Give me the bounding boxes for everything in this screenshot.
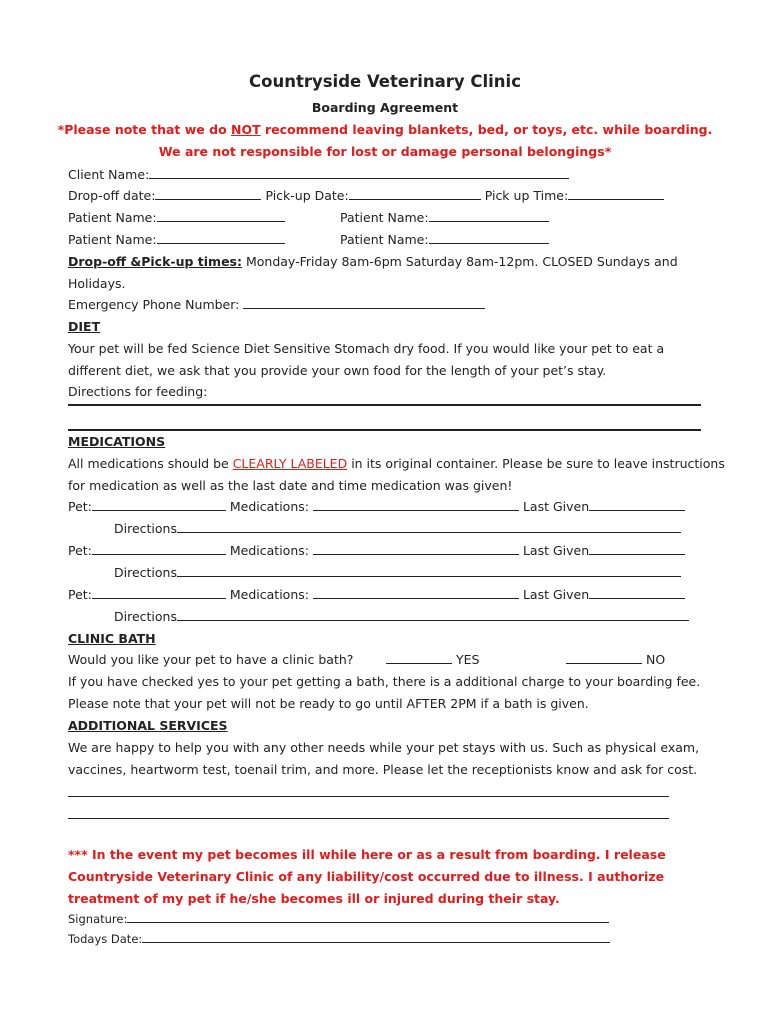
- patient-name-col2-1: [340, 209, 549, 227]
- bath-question: Would you like your pet to have a clinic bath?: [68, 652, 354, 667]
- client-name-row: [68, 166, 569, 184]
- med-name-field-3[interactable]: [313, 586, 519, 599]
- patient-name-label: Patient Name:: [68, 210, 157, 225]
- med-pet-row-1: [68, 498, 685, 516]
- notice-line-2: We are not responsible for lost or damage personal belongings*: [158, 144, 612, 159]
- last-given-label: Last Given: [522, 543, 590, 558]
- directions-label: Directions: [114, 521, 177, 536]
- pet-label: Pet:: [68, 499, 92, 514]
- med-pet-row-3: [68, 586, 685, 604]
- patient-name-col2-2: [340, 231, 549, 249]
- yes-label: YES: [455, 652, 480, 667]
- directions-label: Directions: [114, 609, 177, 624]
- medications-label: Medications:: [229, 499, 309, 514]
- med-last-given-field-1[interactable]: [589, 498, 685, 511]
- client-name-field[interactable]: [149, 166, 569, 179]
- form-title: Countryside Veterinary Clinic: [249, 72, 521, 91]
- med-directions-row-3: [114, 608, 689, 626]
- med-directions-row-1: [114, 520, 681, 538]
- additional-text-2: vaccines, heartworm test, toenail trim, and more. Please let the receptionists know and ask for cost.: [68, 762, 698, 777]
- dates-row: [68, 187, 664, 205]
- med-pet-row-2: [68, 542, 685, 560]
- med-pet-field-2[interactable]: [92, 542, 226, 555]
- signature-field[interactable]: [127, 910, 609, 923]
- additional-services-heading: ADDITIONAL SERVICES: [68, 718, 228, 733]
- pickup-time-label: Pick up Time:: [484, 188, 569, 203]
- dropoff-date-field[interactable]: [155, 187, 261, 200]
- pickup-date-field[interactable]: [349, 187, 481, 200]
- med-pet-field-3[interactable]: [92, 586, 226, 599]
- patient-name-field-1[interactable]: [157, 209, 285, 222]
- med-directions-field-1[interactable]: [177, 520, 681, 533]
- diet-heading: DIET: [68, 319, 101, 334]
- clinic-bath-heading: CLINIC BATH: [68, 631, 156, 646]
- emergency-label: Emergency Phone Number:: [68, 297, 240, 312]
- bath-yes-field[interactable]: [386, 651, 452, 664]
- date-row: [68, 930, 610, 948]
- med-name-field-1[interactable]: [313, 498, 519, 511]
- medications-heading: MEDICATIONS: [68, 434, 166, 449]
- signature-label: Signature:: [68, 912, 128, 926]
- hours-label: Drop-off &Pick-up times:: [68, 254, 242, 269]
- patient-name-row-2: [68, 231, 285, 249]
- patient-name-label: Patient Name:: [68, 232, 157, 247]
- feeding-directions-field-2[interactable]: [68, 429, 701, 431]
- feeding-directions-field-1[interactable]: [68, 404, 701, 406]
- medications-label: Medications:: [229, 543, 309, 558]
- release-statement: *** In the event my pet becomes ill while here or as a result from boarding. I release Countryside Veterinary Clinic of any liability/cost occurred due to illness. I authorize treatment of my pet if he/she becomes ill or injured during their stay.: [68, 847, 666, 906]
- patient-name-label: Patient Name:: [340, 232, 429, 247]
- signature-row: [68, 910, 609, 928]
- date-label: Todays Date:: [68, 932, 143, 946]
- dropoff-date-label: Drop-off date:: [68, 188, 156, 203]
- last-given-label: Last Given: [522, 587, 590, 602]
- med-last-given-field-2[interactable]: [589, 542, 685, 555]
- clearly-labeled-text: CLEARLY LABELED: [232, 456, 348, 471]
- bath-no-option: [566, 651, 665, 669]
- med-last-given-field-3[interactable]: [589, 586, 685, 599]
- bath-yes-option: [386, 651, 479, 669]
- feeding-directions-label: Directions for feeding:: [68, 384, 208, 399]
- notice-line-1: *Please note that we do NOT recommend leaving blankets, bed, or toys, etc. while boarding.: [57, 122, 713, 137]
- emergency-row: [68, 296, 485, 314]
- emergency-phone-field[interactable]: [243, 296, 485, 309]
- med-directions-row-2: [114, 564, 681, 582]
- bath-text-1: If you have checked yes to your pet getting a bath, there is a additional charge to your boarding fee.: [68, 674, 701, 689]
- medications-text-1: All medications should be CLEARLY LABELED in its original container. Please be sure to leave instructions: [68, 456, 725, 471]
- additional-notes-field-2[interactable]: [68, 818, 669, 819]
- medications-label: Medications:: [229, 587, 309, 602]
- additional-text-1: We are happy to help you with any other needs while your pet stays with us. Such as physical exam,: [68, 740, 700, 755]
- med-name-field-2[interactable]: [313, 542, 519, 555]
- pet-label: Pet:: [68, 587, 92, 602]
- med-directions-field-2[interactable]: [177, 564, 681, 577]
- hours-text: Monday-Friday 8am-6pm Saturday 8am-12pm. CLOSED Sundays and: [242, 254, 678, 269]
- patient-name-row-1: [68, 209, 285, 227]
- medications-text-2: for medication as well as the last date and time medication was given!: [68, 478, 513, 493]
- patient-name-field-2[interactable]: [429, 209, 549, 222]
- last-given-label: Last Given: [522, 499, 590, 514]
- pet-label: Pet:: [68, 543, 92, 558]
- bath-no-field[interactable]: [566, 651, 642, 664]
- patient-name-field-3[interactable]: [157, 231, 285, 244]
- diet-text-1: Your pet will be fed Science Diet Sensitive Stomach dry food. If you would like your pet to eat a: [68, 341, 665, 356]
- med-directions-field-3[interactable]: [177, 608, 689, 621]
- med-pet-field-1[interactable]: [92, 498, 226, 511]
- directions-label: Directions: [114, 565, 177, 580]
- additional-notes-field-1[interactable]: [68, 796, 669, 797]
- pickup-date-label: Pick-up Date:: [265, 188, 349, 203]
- no-label: NO: [645, 652, 666, 667]
- diet-text-2: different diet, we ask that you provide your own food for the length of your pet’s stay.: [68, 363, 607, 378]
- pickup-time-field[interactable]: [568, 187, 664, 200]
- client-name-label: Client Name:: [68, 167, 150, 182]
- bath-text-2: Please note that your pet will not be ready to go until AFTER 2PM if a bath is given.: [68, 696, 589, 711]
- hours-line-1: [68, 253, 678, 271]
- form-subtitle: Boarding Agreement: [311, 100, 459, 115]
- hours-line-2: Holidays.: [68, 276, 126, 291]
- date-field[interactable]: [142, 930, 610, 943]
- patient-name-field-4[interactable]: [429, 231, 549, 244]
- patient-name-label: Patient Name:: [340, 210, 429, 225]
